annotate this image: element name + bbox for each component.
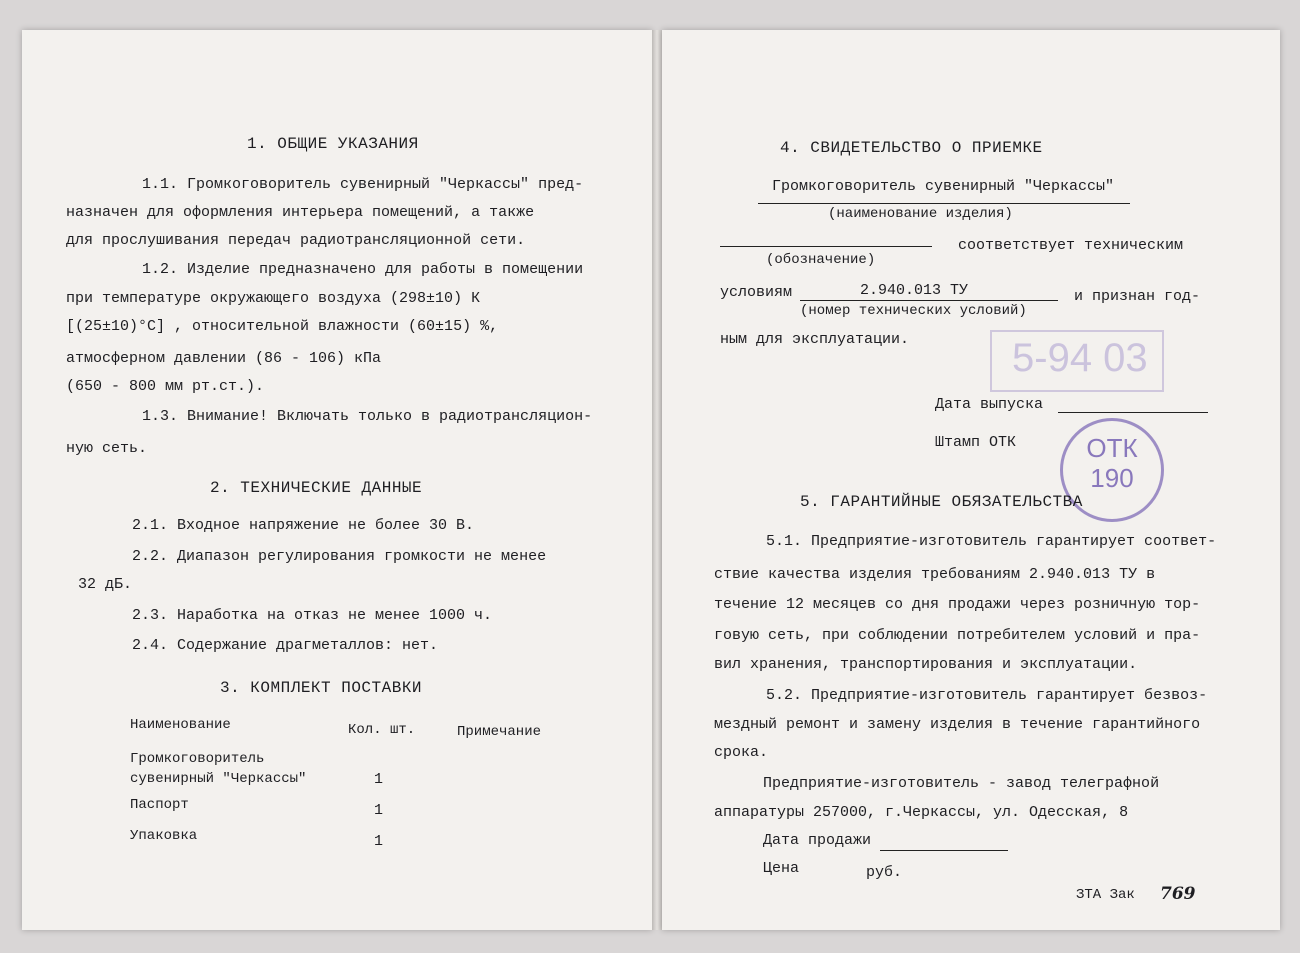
price-label: Цена — [763, 860, 800, 877]
table-header-note: Примечание — [457, 724, 542, 740]
footer-code: ЗТА Зак — [1076, 887, 1135, 903]
product-name: Громкоговоритель сувенирный "Черкассы" — [772, 178, 1115, 195]
section-3-title: 3. КОМПЛЕКТ ПОСТАВКИ — [220, 679, 423, 697]
warranty-line: вил хранения, транспортирования и эксплуатации. — [714, 656, 1138, 673]
paragraph-1-2-line: [(25±10)°С] , относительной влажности (60±15) %, — [66, 318, 499, 335]
paragraph-1-1-line: 1.1. Громкоговоритель сувенирный "Черкассы" пред- — [142, 176, 584, 193]
section-2-title: 2. ТЕХНИЧЕСКИЕ ДАННЫЕ — [210, 479, 423, 497]
spec-caption: (номер технических условий) — [800, 303, 1027, 319]
warranty-line: мездный ремонт и замену изделия в течение гарантийного — [714, 716, 1201, 733]
section-4-title: 4. СВИДЕТЕЛЬСТВО О ПРИЕМКЕ — [780, 139, 1043, 157]
table-cell-name: сувенирный "Черкассы" — [130, 771, 307, 787]
section-5-title: 5. ГАРАНТИЙНЫЕ ОБЯЗАТЕЛЬСТВА — [800, 493, 1083, 511]
rub-label: руб. — [866, 864, 903, 881]
sale-date-label: Дата продажи — [763, 832, 872, 849]
paragraph-1-3-line: 1.3. Внимание! Включать только в радиотрансляцион- — [142, 408, 593, 425]
manufacturer-line: Предприятие-изготовитель - завод телеграфной — [763, 775, 1160, 792]
product-name-line — [758, 203, 1130, 204]
manufacturer-line: аппаратуры 257000, г.Черкассы, ул. Одесская, 8 — [714, 804, 1129, 821]
table-header-name: Наименование — [130, 717, 231, 733]
page-fold — [652, 30, 662, 930]
right-page — [662, 30, 1280, 930]
warranty-line: течение 12 месяцев со дня продажи через розничную тор- — [714, 596, 1201, 613]
designation-caption: (обозначение) — [766, 252, 876, 268]
faint-date-stamp — [990, 330, 1164, 392]
paragraph-1-2-line: (650 - 800 мм рт.ст.). — [66, 378, 265, 395]
table-cell-qty: 1 — [374, 771, 384, 788]
spec-line: 2.3. Наработка на отказ не менее 1000 ч. — [132, 607, 493, 624]
paragraph-1-2-line: 1.2. Изделие предназначено для работы в помещении — [142, 261, 584, 278]
faint-stamp-text: 5-94 03 — [1012, 336, 1148, 380]
table-header-qty: Кол. шт. — [348, 722, 416, 738]
order-number-handwritten: 769 — [1160, 884, 1196, 904]
conforms-text: соответствует техническим — [958, 237, 1184, 254]
paragraph-1-2-line: при температуре окружающего воздуха (298±10) К — [66, 290, 481, 307]
recognized-text: и признан год- — [1074, 288, 1201, 305]
table-cell-name: Громкоговоритель — [130, 751, 265, 767]
warranty-line: 5.2. Предприятие-изготовитель гарантирует безвоз- — [766, 687, 1208, 704]
table-cell-name: Упаковка — [130, 828, 198, 844]
warranty-line: говую сеть, при соблюдении потребителем условий и пра- — [714, 627, 1201, 644]
product-caption: (наименование изделия) — [828, 206, 1013, 222]
spec-line: 2.2. Диапазон регулирования громкости не менее — [132, 548, 547, 565]
paragraph-1-2-line: атмосферном давлении (86 - 106) кПа — [66, 350, 382, 367]
spec-number: 2.940.013 ТУ — [860, 282, 969, 299]
fit-for-use: ным для эксплуатации. — [720, 331, 910, 348]
sale-date-line — [880, 850, 1008, 851]
release-date-line — [1058, 412, 1208, 413]
table-cell-qty: 1 — [374, 833, 384, 850]
table-cell-name: Паспорт — [130, 797, 189, 813]
otk-stamp-line2: 190 — [1090, 463, 1134, 493]
conditions-label: условиям — [720, 284, 793, 301]
table-cell-qty: 1 — [374, 802, 384, 819]
spec-number-line — [800, 300, 1058, 301]
stamp-label: Штамп ОТК — [935, 434, 1017, 451]
paragraph-1-1-line: для прослушивания передач радиотрансляционной сети. — [66, 232, 526, 249]
spec-line: 32 дБ. — [78, 576, 133, 593]
section-1-title: 1. ОБЩИЕ УКАЗАНИЯ — [247, 135, 419, 153]
otk-stamp-line1: ОТК — [1086, 433, 1138, 463]
release-date-label: Дата выпуска — [935, 396, 1044, 413]
paragraph-1-3-line: ную сеть. — [66, 440, 148, 457]
spec-line: 2.4. Содержание драгметаллов: нет. — [132, 637, 439, 654]
warranty-line: 5.1. Предприятие-изготовитель гарантирует соответ- — [766, 533, 1217, 550]
warranty-line: ствие качества изделия требованиям 2.940.013 ТУ в — [714, 566, 1156, 583]
spec-line: 2.1. Входное напряжение не более 30 В. — [132, 517, 475, 534]
warranty-line: срока. — [714, 744, 769, 761]
designation-line — [720, 246, 932, 247]
paragraph-1-1-line: назначен для оформления интерьера помещений, а также — [66, 204, 535, 221]
